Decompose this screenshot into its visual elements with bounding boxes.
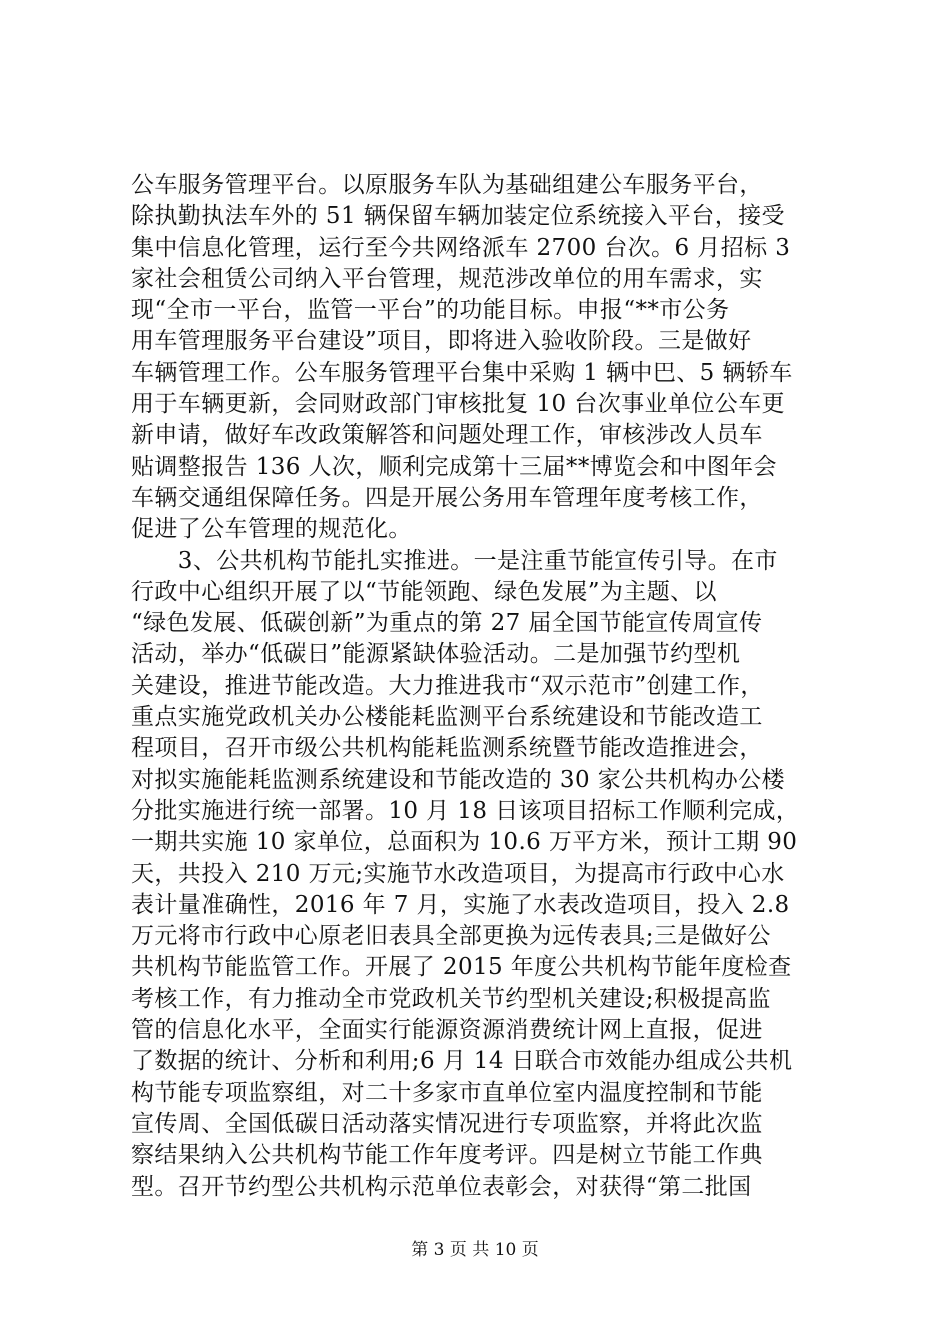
text-line: 集中信息化管理，运行至今共网络派车 2700 台次。6 月招标 3 <box>131 234 791 261</box>
text-line: 考核工作，有力推动全市党政机关节约型机关建设;积极提高监 <box>131 985 771 1012</box>
text-line: 新申请，做好车改政策解答和问题处理工作，审核涉改人员车 <box>131 422 763 449</box>
text-line: 用于车辆更新，会同财政部门审核批复 10 台次事业单位公车更 <box>131 391 785 418</box>
text-line: 促进了公车管理的规范化。 <box>131 516 412 543</box>
body-text <box>131 170 841 1203</box>
text-line: 关建设，推进节能改造。大力推进我市“双示范市”创建工作， <box>131 672 764 699</box>
text-line: 共机构节能监管工作。开展了 2015 年度公共机构节能年度检查 <box>131 954 792 981</box>
text-line: 3、公共机构节能扎实推进。一是注重节能宣传引导。在市 <box>131 547 778 574</box>
text-line: 了数据的统计、分析和利用;6 月 14 日联合市效能办组成公共机 <box>131 1048 793 1075</box>
text-line: 除执勤执法车外的 51 辆保留车辆加装定位系统接入平台，接受 <box>131 203 785 230</box>
text-line: 公车服务管理平台。以原服务车队为基础组建公车服务平台， <box>131 172 763 198</box>
text-line: 重点实施党政机关办公楼能耗监测平台系统建设和节能改造工 <box>131 704 763 731</box>
text-line: 车辆管理工作。公车服务管理平台集中采购 1 辆中巴、5 辆轿车 <box>131 359 793 386</box>
text-line: 分批实施进行统一部署。10 月 18 日该项目招标工作顺利完成， <box>131 797 800 824</box>
text-line: 一期共实施 10 家单位，总面积为 10.6 万平方米，预计工期 90 <box>131 829 798 856</box>
page-footer: 第 3 页 共 10 页 <box>411 1240 539 1260</box>
text-line: 车辆交通组保障任务。四是开展公务用车管理年度考核工作， <box>131 484 763 511</box>
text-line: 家社会租赁公司纳入平台管理，规范涉改单位的用车需求，实 <box>131 265 763 292</box>
text-line: 构节能专项监察组，对二十多家市直单位室内温度控制和节能 <box>131 1079 763 1106</box>
text-line: 天，共投入 210 万元;实施节水改造项目，为提高市行政中心水 <box>131 860 785 887</box>
text-line: 活动，举办“低碳日”能源紧缺体验活动。二是加强节约型机 <box>131 641 741 668</box>
text-line: 现“全市一平台，监管一平台”的功能目标。申报“**市公务 <box>131 297 730 324</box>
text-line: 型。召开节约型公共机构示范单位表彰会，对获得“第二批国 <box>131 1173 752 1200</box>
text-line: 行政中心组织开展了以“节能领跑、绿色发展”为主题、以 <box>131 578 717 605</box>
text-line: 程项目，召开市级公共机构能耗监测系统暨节能改造推进会， <box>131 735 763 762</box>
text-line: 察结果纳入公共机构节能工作年度考评。四是树立节能工作典 <box>131 1142 763 1169</box>
text-line: “绿色发展、低碳创新”为重点的第 27 届全国节能宣传周宣传 <box>131 610 763 637</box>
text-line: 表计量准确性，2016 年 7 月，实施了水表改造项目，投入 2.8 <box>131 891 790 918</box>
text-line: 贴调整报告 136 人次，顺利完成第十三届**博览会和中图年会 <box>131 453 777 480</box>
text-line: 管的信息化水平，全面实行能源资源消费统计网上直报，促进 <box>131 1017 763 1044</box>
text-line: 对拟实施能耗监测系统建设和节能改造的 30 家公共机构办公楼 <box>131 766 785 793</box>
text-line: 万元将市行政中心原老旧表具全部更换为远传表具;三是做好公 <box>131 923 771 950</box>
text-line: 宣传周、全国低碳日活动落实情况进行专项监察，并将此次监 <box>131 1110 763 1137</box>
text-line: 用车管理服务平台建设”项目，即将进入验收阶段。三是做好 <box>131 328 752 355</box>
